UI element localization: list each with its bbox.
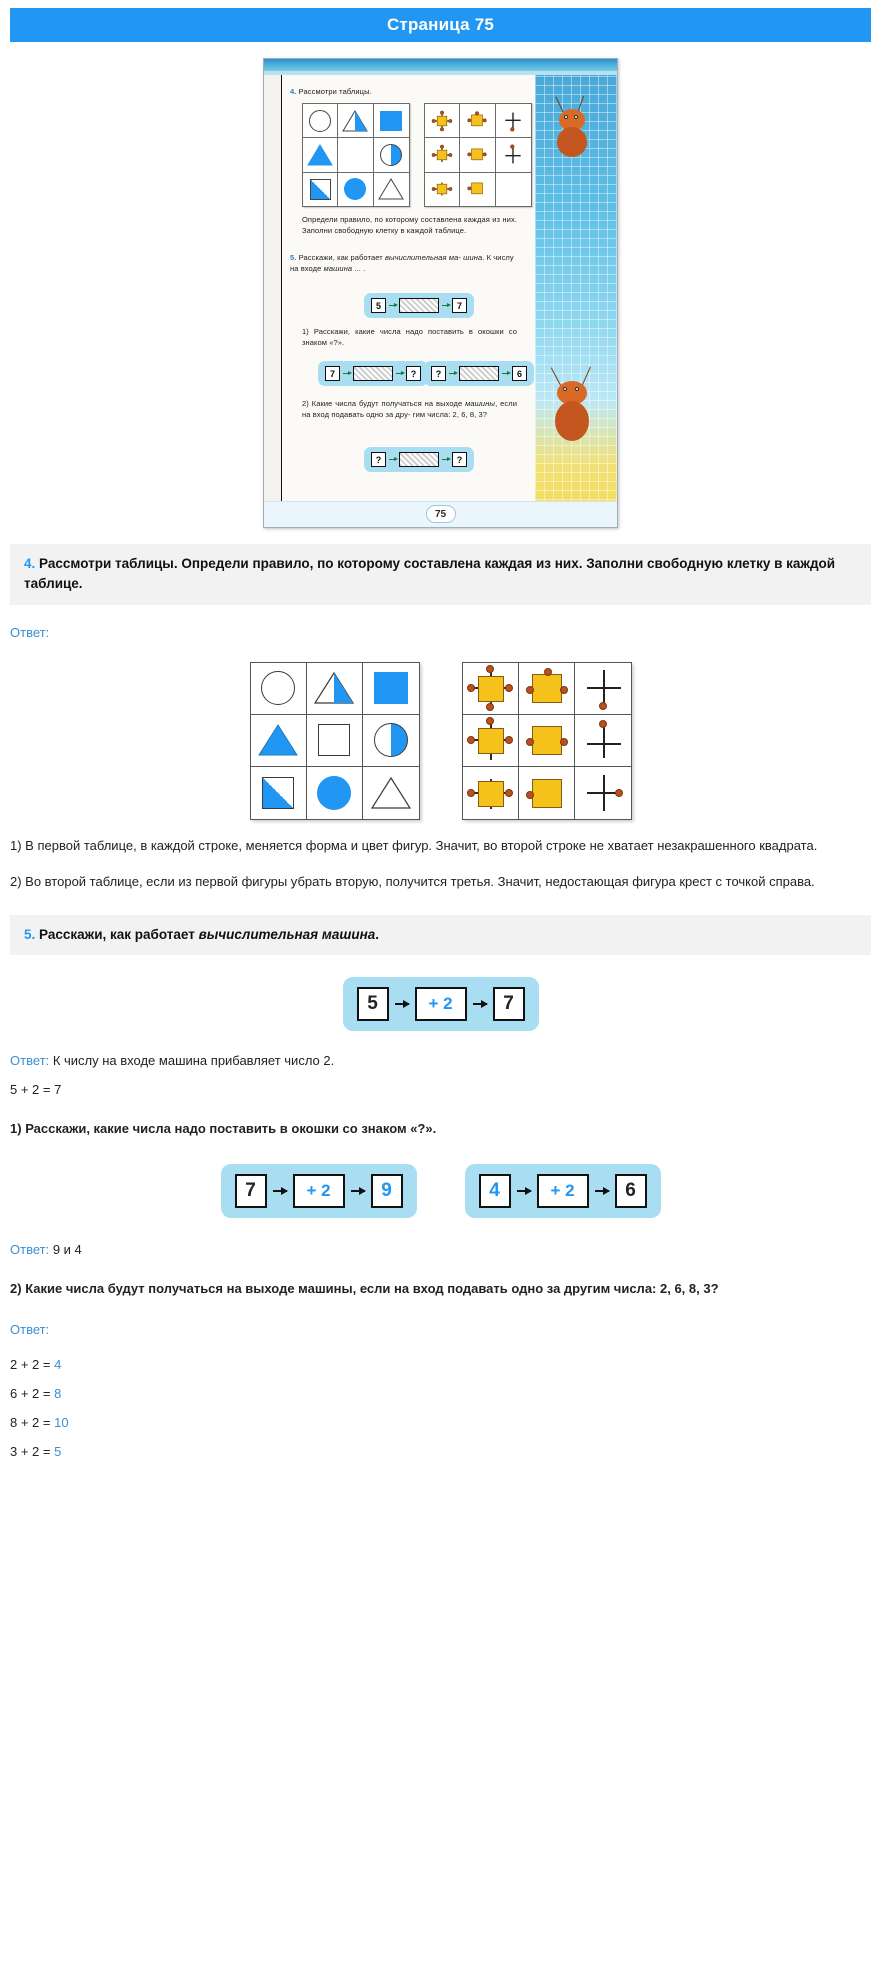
scan-task4-number: 4.: [290, 87, 297, 96]
machine-main-output: 7: [493, 987, 525, 1021]
arrow-right-icon: [395, 1003, 409, 1005]
bug-top-icon: [551, 101, 595, 161]
scan-machine-b-output: ?: [406, 366, 421, 381]
table-cell: [251, 767, 307, 819]
page-title: Страница 75: [386, 15, 495, 34]
answer-table-shapes: [250, 662, 420, 820]
arrow-icon: [502, 373, 509, 375]
machine-sub1-b-operation: + 2: [537, 1174, 589, 1208]
answer-label-task4: Ответ:: [10, 624, 50, 640]
mini-cell: [425, 173, 460, 206]
mini-cell: [460, 138, 495, 172]
mini-cell: [425, 138, 460, 172]
machine-sub1-b-output: 6: [615, 1174, 647, 1208]
scan-machine-a-input: 5: [371, 298, 386, 313]
equation-row-2: [10, 1386, 871, 1401]
scan-machine-a-box: [399, 298, 439, 313]
task5-text: Расскажи, как работает: [39, 927, 199, 943]
scan-machine-a: [364, 293, 474, 318]
scan-task5-number: 5.: [290, 253, 297, 262]
scan-task5-italic2: машина: [323, 263, 353, 273]
mini-cell-empty: [338, 138, 373, 172]
table-cell: [575, 663, 631, 715]
bug-bottom-icon: [545, 375, 601, 455]
mini-cell: [496, 104, 531, 138]
equation-result: 4: [54, 1356, 62, 1372]
circle-half-icon: [374, 723, 408, 757]
equation-left: 2 + 2 =: [10, 1356, 55, 1372]
scan-task5-line2: . К числу на входе: [290, 253, 514, 273]
square-2dots-icon: [524, 718, 568, 762]
scan-task5-text: [290, 253, 518, 275]
equation-left: 8 + 2 =: [10, 1414, 55, 1430]
scan-machine-d-output: ?: [452, 452, 467, 467]
mini-cell: [303, 104, 338, 138]
scan-machine-d-box: [399, 452, 439, 467]
equation-task5: 5 + 2 = 7: [10, 1082, 62, 1098]
equation-row-3: [10, 1415, 871, 1430]
machine-main-row: [0, 977, 881, 1031]
table-cell: [363, 663, 419, 715]
table-cell: [251, 663, 307, 715]
scan-page-number: 75: [426, 505, 456, 523]
square-cross-4dots-icon: [468, 666, 512, 710]
answer-subtask1: [10, 1242, 871, 1257]
machine-sub1-a-operation: + 2: [293, 1174, 345, 1208]
scan-machine-c-box: [459, 366, 499, 381]
machine-main: [343, 977, 539, 1031]
arrow-icon: [449, 373, 456, 375]
answer-task5-text: К числу на входе машина прибавляет число 2.: [52, 1053, 335, 1069]
arrow-icon: [343, 373, 350, 375]
scan-sub2-italic: машины: [465, 399, 496, 408]
table-cell: [463, 715, 519, 767]
scan-machine-c-output: 6: [512, 366, 527, 381]
equation-result: 10: [54, 1414, 69, 1430]
equation-row-4: [10, 1444, 871, 1459]
textbook-scan-wrapper: [0, 58, 881, 528]
mini-cell: [425, 104, 460, 138]
arrow-icon: [442, 305, 449, 307]
arrow-right-icon: [273, 1190, 287, 1192]
scan-task5-line1: Расскажи, как работает: [298, 253, 383, 262]
table-cell: [363, 715, 419, 767]
triangle-half-icon: [313, 671, 355, 705]
scan-task4-title: Рассмотри таблицы.: [298, 87, 372, 96]
equation-result: 8: [54, 1385, 62, 1401]
task4-number: 4.: [24, 556, 36, 571]
mini-cell: [374, 173, 409, 206]
subtask2-number: 2): [10, 1281, 22, 1297]
table-cell-answer: [575, 767, 631, 819]
table-cell: [463, 767, 519, 819]
table-cell: [575, 715, 631, 767]
equation-left: 6 + 2 =: [10, 1385, 55, 1401]
square-1dot-icon: [524, 771, 568, 815]
mini-cell: [303, 138, 338, 172]
scan-machine-c-input: ?: [431, 366, 446, 381]
arrow-icon: [442, 459, 449, 461]
triangle-filled-icon: [257, 723, 299, 757]
machine-sub1-b: [465, 1164, 661, 1218]
scan-mini-table-1: [302, 103, 410, 207]
mini-cell: [338, 173, 373, 206]
table-cell: [251, 715, 307, 767]
square-outline-icon: [318, 724, 350, 756]
subtask2-text: [10, 1279, 871, 1300]
triangle-outline-icon: [370, 776, 412, 810]
mini-cell: [374, 104, 409, 138]
scan-machine-b-input: 7: [325, 366, 340, 381]
table-cell: [363, 767, 419, 819]
scan-sub1-text: 1) Расскажи, какие числа надо поставить в окошки со знаком «?».: [302, 327, 517, 347]
machine-sub1-a-output: 9: [371, 1174, 403, 1208]
machines-sub1-row: [0, 1164, 881, 1218]
arrow-right-icon: [595, 1190, 609, 1192]
square-cross-3dots-icon: [468, 718, 512, 762]
scan-sub2-part3: гим числа: 2, 6, 8, 3?: [412, 409, 488, 419]
square-half-icon: [262, 777, 294, 809]
task4-band: [10, 544, 871, 605]
mini-cell: [496, 138, 531, 172]
table-cell: [463, 663, 519, 715]
machine-sub1-b-input: 4: [479, 1174, 511, 1208]
task5-number: 5.: [24, 927, 36, 943]
scan-sub2-text: [302, 399, 517, 421]
circle-filled-icon: [317, 776, 351, 810]
answer-subtask1-label: Ответ:: [10, 1242, 50, 1258]
answer-tables-row: [0, 662, 881, 820]
machine-main-input: 5: [357, 987, 389, 1021]
mini-cell: [460, 173, 495, 206]
table-cell: [307, 663, 363, 715]
machine-sub1-a: [221, 1164, 417, 1218]
scan-illustration-column: [535, 75, 617, 527]
explanation-2: 2) Во второй таблице, если из первой фигуры убрать вторую, получится третья. Значит, недостающая фигура крест с точкой справа.: [10, 874, 815, 890]
machine-main-operation: + 2: [415, 987, 467, 1021]
scan-sub2-part2: , если на вход подавать одно за дру-: [302, 399, 517, 419]
subtask2-body: Какие числа будут получаться на выходе машины, если на вход подавать одно за другим числа: 2, 6, 8, 3?: [25, 1281, 719, 1297]
square-3dots-icon: [524, 666, 568, 710]
scan-sub2-part1: 2) Какие числа будут получаться на выходе: [302, 399, 463, 408]
scan-task4-body: Определи правило, по которому составлена каждая из них. Заполни свободную клетку в каждой таблице.: [302, 215, 517, 235]
subtask1-text: [10, 1119, 871, 1140]
scan-machine-c: [424, 361, 534, 386]
subtask1-body: Расскажи, какие числа надо поставить в окошки со знаком «?».: [25, 1121, 437, 1137]
scan-machine-b: [318, 361, 428, 386]
scan-margin-line: [281, 75, 282, 527]
arrow-right-icon: [351, 1190, 365, 1192]
square-filled-icon: [374, 672, 408, 704]
arrow-right-icon: [517, 1190, 531, 1192]
scan-task5-end: ... .: [354, 263, 366, 273]
arrow-icon: [389, 305, 396, 307]
scan-task5-italic1: вычислительная ма-: [384, 253, 461, 262]
page-header: [10, 8, 871, 42]
cross-dot-bottom-icon: [581, 666, 625, 710]
textbook-scan: [263, 58, 618, 528]
arrow-icon: [396, 373, 403, 375]
table-cell: [519, 767, 575, 819]
scan-mini-table-2: [424, 103, 532, 207]
square-cross-2dots-icon: [468, 771, 512, 815]
explanation-1: 1) В первой таблице, в каждой строке, меняется форма и цвет фигур. Значит, во второй строке не хватает незакрашенного квадрата.: [10, 837, 818, 853]
mini-cell: [460, 104, 495, 138]
scan-task4-heading: [290, 87, 520, 98]
task5-italic: вычислительная машина: [198, 927, 376, 943]
equation-row-1: [10, 1357, 871, 1372]
table-cell: [519, 715, 575, 767]
mini-cell: [338, 104, 373, 138]
scan-machine-d-input: ?: [371, 452, 386, 467]
table-cell: [519, 663, 575, 715]
task4-text: Рассмотри таблицы. Определи правило, по которому составлена каждая из них. Заполни свободную клетку в каждой таблице.: [24, 556, 836, 592]
answer-subtask1-value: 9 и 4: [52, 1242, 82, 1258]
task5-text-end: .: [375, 927, 380, 943]
cross-dot-right-icon: [581, 771, 625, 815]
scan-task5-italic-shina: шина: [463, 253, 483, 262]
scan-top-decoration: [264, 59, 617, 75]
page-root: [0, 8, 881, 1499]
arrow-icon: [389, 459, 396, 461]
mini-cell-empty: [496, 173, 531, 206]
equation-left: 3 + 2 =: [10, 1443, 55, 1459]
answer-task5-label: Ответ:: [10, 1053, 50, 1069]
arrow-right-icon: [473, 1003, 487, 1005]
circle-outline-icon: [261, 671, 295, 705]
equation-result: 5: [54, 1443, 62, 1459]
machine-sub1-a-input: 7: [235, 1174, 267, 1208]
table-cell: [307, 767, 363, 819]
answer-table-yellow: [462, 662, 632, 820]
answer-subtask2-label: Ответ:: [10, 1321, 50, 1337]
scan-machine-d: [364, 447, 474, 472]
answer-task5: [10, 1053, 871, 1068]
scan-machine-b-box: [353, 366, 393, 381]
subtask1-number: 1): [10, 1121, 22, 1137]
cross-dot-top-icon: [581, 718, 625, 762]
task5-band: [10, 915, 871, 955]
mini-cell: [303, 173, 338, 206]
table-cell-answer: [307, 715, 363, 767]
scan-machine-a-output: 7: [452, 298, 467, 313]
mini-cell: [374, 138, 409, 172]
